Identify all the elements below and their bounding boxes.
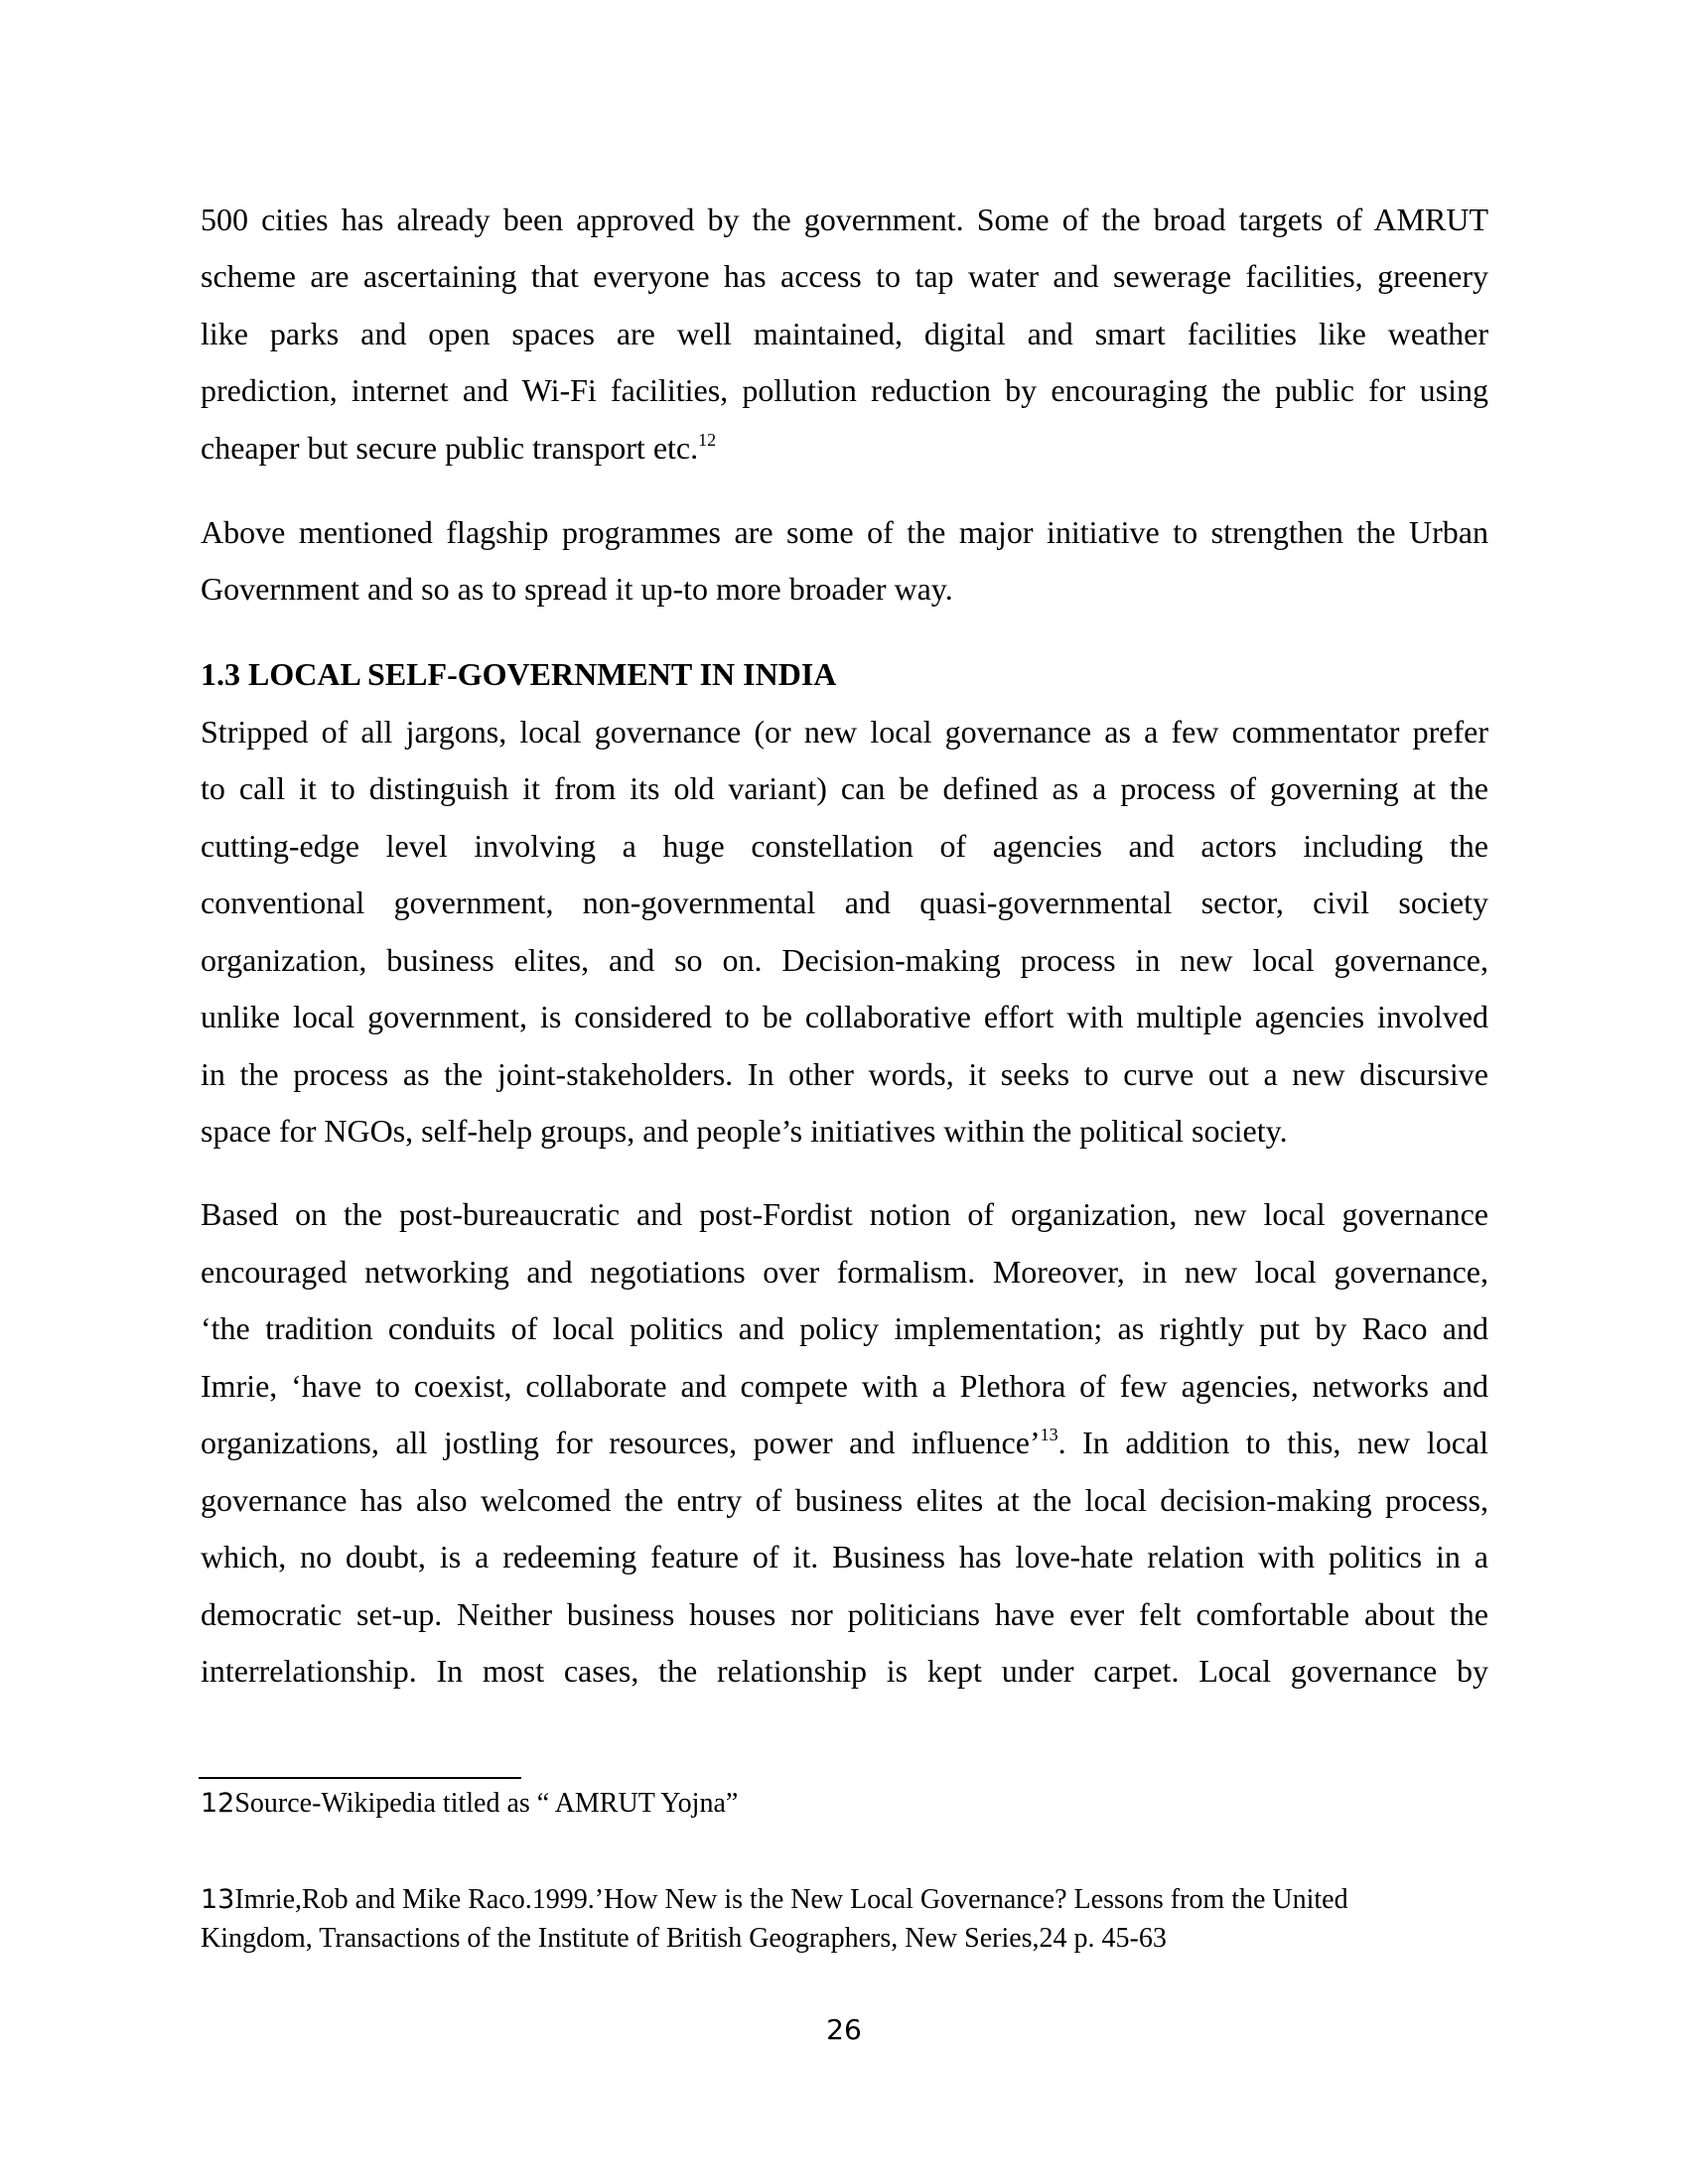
paragraph-1-line-2: scheme are ascertaining that everyone has access to tap water and sewerage facilities, greenery — [201, 258, 1488, 294]
paragraph-1-line-5-text: cheaper but secure public transport etc. — [201, 430, 699, 466]
paragraph-4-line-7: which, no doubt, is a redeeming feature of it. Business has love-hate relation with politics in a — [201, 1539, 1488, 1574]
paragraph-4-line-2: encouraged networking and negotiations over formalism. Moreover, in new local governance, — [201, 1254, 1488, 1290]
footnote-12-text: Source-Wikipedia titled as “ AMRUT Yojna” — [234, 1788, 739, 1819]
paragraph-1-line-4: prediction, internet and Wi-Fi facilities, pollution reduction by encouraging the public for using — [201, 372, 1488, 408]
paragraph-3-line-4: conventional government, non-governmental and quasi-governmental sector, civil society — [201, 885, 1488, 920]
paragraph-4-line-6: governance has also welcomed the entry of business elites at the local decision-making process, — [201, 1482, 1488, 1518]
paragraph-4-line-1: Based on the post-bureaucratic and post-Fordist notion of organization, new local governance — [201, 1196, 1488, 1232]
footnote-13-number: 13 — [201, 1884, 235, 1915]
footnote-13-text-line-1: Imrie,Rob and Mike Raco.1999.’How New is the New Local Governance? Lessons from the United — [234, 1884, 1348, 1915]
paragraph-4-line-5 — [201, 1423, 1488, 1462]
paragraph-4-line-3: ‘the tradition conduits of local politics and policy implementation; as rightly put by Raco and — [201, 1310, 1488, 1346]
footnote-ref-13[interactable]: 13 — [1040, 1425, 1058, 1444]
paragraph-4-line-8: democratic set-up. Neither business houses nor politicians have ever felt comfortable about the — [201, 1596, 1488, 1632]
paragraph-3-line-2: to call it to distinguish it from its old variant) can be defined as a process of governing at the — [201, 770, 1488, 806]
paragraph-3-line-6: unlike local government, is considered to be collaborative effort with multiple agencies involved — [201, 999, 1488, 1034]
footnote-12 — [201, 1784, 738, 1823]
footnote-12-number: 12 — [201, 1788, 235, 1819]
paragraph-4-line-9: interrelationship. In most cases, the relationship is kept under carpet. Local governance by — [201, 1653, 1488, 1689]
paragraph-3-line-8: space for NGOs, self-help groups, and people’s initiatives within the political society. — [201, 1113, 1288, 1149]
paragraph-1-line-1: 500 cities has already been approved by the government. Some of the broad targets of AMRUT — [201, 202, 1488, 237]
footnote-ref-12[interactable]: 12 — [698, 430, 717, 450]
footnote-13-text-line-2: Kingdom, Transactions of the Institute of British Geographers, New Series,24 p. 45-63 — [201, 1923, 1167, 1954]
paragraph-4-line-5-rest: . In addition to this, new local — [1057, 1425, 1489, 1460]
footnote-13 — [201, 1880, 1348, 1919]
paragraph-4-line-4: Imrie, ‘have to coexist, collaborate and compete with a Plethora of few agencies, networks and — [201, 1368, 1488, 1404]
footnote-separator — [199, 1777, 521, 1779]
paragraph-2-line-2: Government and so as to spread it up-to more broader way. — [201, 571, 953, 607]
paragraph-3-line-5: organization, business elites, and so on. Decision-making process in new local governance, — [201, 942, 1488, 978]
paragraph-3-line-1: Stripped of all jargons, local governance (or new local governance as a few commentator prefer — [201, 714, 1488, 750]
paragraph-1-line-5 — [201, 428, 1488, 468]
paragraph-4-line-5-text: organizations, all jostling for resources, power and influence’ — [201, 1425, 1041, 1460]
page-number: 26 — [826, 2013, 862, 2046]
paragraph-3-line-7: in the process as the joint-stakeholders. In other words, it seeks to curve out a new discursive — [201, 1056, 1488, 1092]
paragraph-1-line-3: like parks and open spaces are well maintained, digital and smart facilities like weather — [201, 316, 1488, 351]
section-heading: 1.3 LOCAL SELF-GOVERNMENT IN INDIA — [201, 656, 837, 692]
paragraph-2-line-1: Above mentioned flagship programmes are some of the major initiative to strengthen the Urban — [201, 514, 1488, 550]
paragraph-3-line-3: cutting-edge level involving a huge constellation of agencies and actors including the — [201, 828, 1488, 864]
footnote-13-line-2 — [201, 1919, 1167, 1958]
